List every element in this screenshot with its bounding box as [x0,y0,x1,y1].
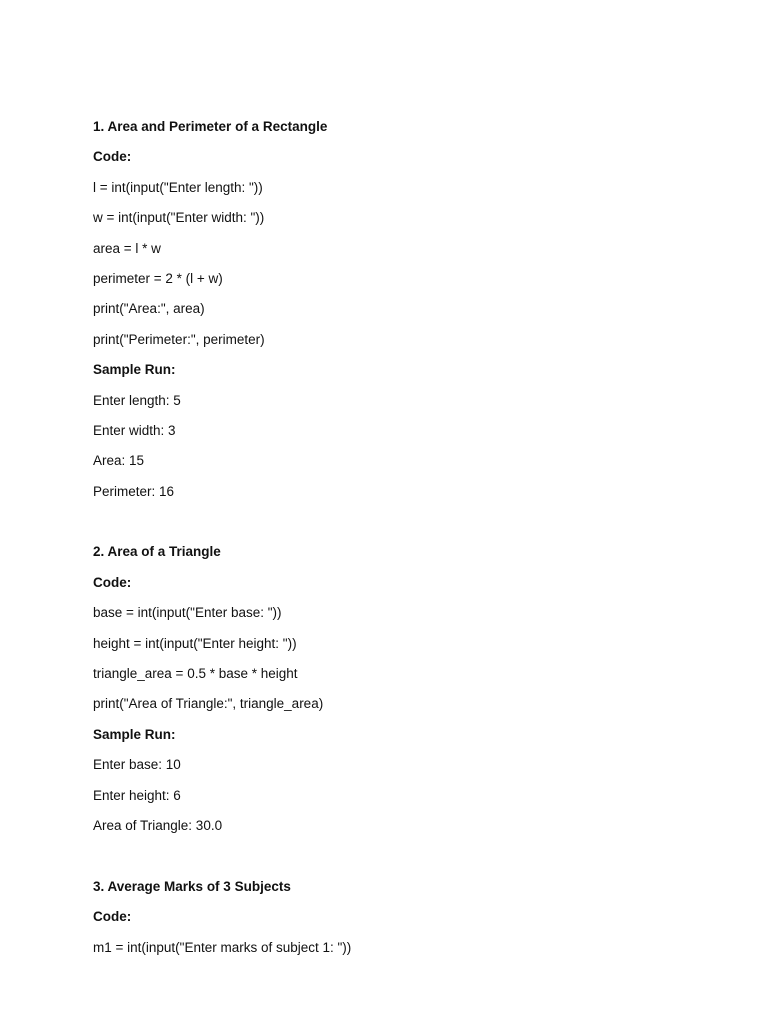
sample-run-line: Enter height: 6 [93,787,181,803]
sample-run-line: Enter base: 10 [93,757,181,773]
code-line: w = int(input("Enter width: ")) [93,210,265,226]
section-spacer [93,846,713,876]
code-line: l = int(input("Enter length: ")) [93,179,263,195]
sample-run-line: Area: 15 [93,453,145,469]
section-spacer [93,512,713,542]
sample-run-label: Sample Run: [93,362,176,378]
sample-run-line: Enter length: 5 [93,392,181,408]
sample-run-line: Perimeter: 16 [93,483,175,499]
sample-run-line: Area of Triangle: 30.0 [93,817,223,833]
code-line: m1 = int(input("Enter marks of subject 1: ")) [93,939,352,955]
code-label: Code: [93,909,132,925]
sample-run-label: Sample Run: [93,726,176,742]
code-line: print("Perimeter:", perimeter) [93,331,265,347]
code-label: Code: [93,149,132,165]
section-heading: 2. Area of a Triangle [93,544,221,560]
code-line: print("Area:", area) [93,301,205,317]
code-line: base = int(input("Enter base: ")) [93,605,282,621]
section-average-marks [93,877,713,968]
code-line: perimeter = 2 * (l + w) [93,270,223,286]
section-triangle [93,542,713,846]
code-line: area = l * w [93,240,161,256]
code-line: height = int(input("Enter height: ")) [93,635,297,651]
section-rectangle [93,117,713,512]
code-label: Code: [93,574,132,590]
section-heading: 1. Area and Perimeter of a Rectangle [93,119,328,134]
section-heading: 3. Average Marks of 3 Subjects [93,878,291,894]
sample-run-line: Enter width: 3 [93,422,176,438]
code-line: print("Area of Triangle:", triangle_area) [93,696,324,712]
code-line: triangle_area = 0.5 * base * height [93,666,298,682]
document-content [93,117,713,968]
